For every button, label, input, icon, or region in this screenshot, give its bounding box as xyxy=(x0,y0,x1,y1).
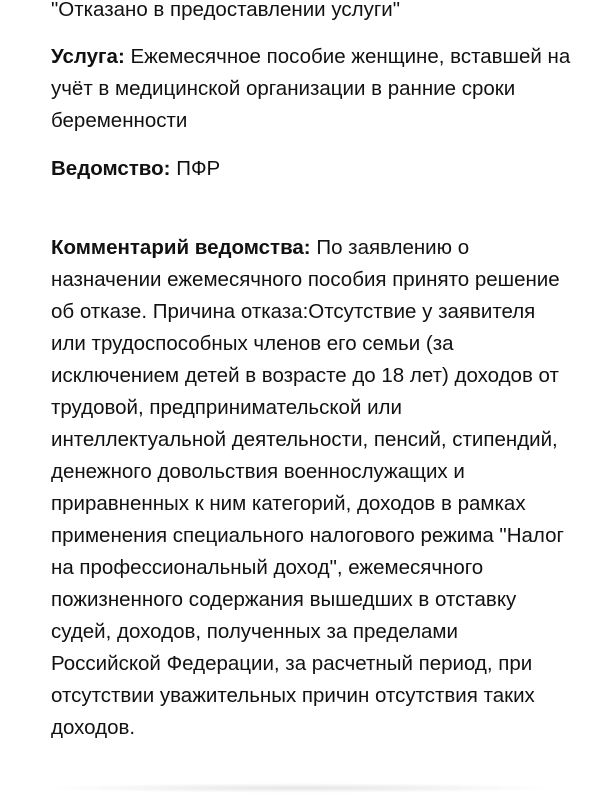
service-value: Ежемесячное пособие женщине, вставшей на учёт в медицинской организации в ранние сроки беременности xyxy=(51,45,571,132)
service-info xyxy=(51,41,571,137)
agency-comment xyxy=(51,232,571,744)
agency-label: Ведомство: xyxy=(51,157,171,180)
bottom-shadow xyxy=(40,783,560,793)
application-status-card xyxy=(51,0,571,744)
agency-info xyxy=(51,153,571,185)
status-text: "Отказано в предоставлении услуги" xyxy=(51,0,401,21)
agency-value: ПФР xyxy=(176,157,221,180)
service-label: Услуга: xyxy=(51,45,125,68)
comment-value: По заявлению о назначении ежемесячного пособия принято решение об отказе. Причина отказа:Отсутствие у заявителя или трудоспособных членов его семьи (за исключением детей в возрасте до 18 лет) доходов от трудовой, предпринимательской или интеллектуальной деятельности, пенсий, стипендий, денежного довольствия военнослужащих и приравненных к ним категорий, доходов в рамках применения специального налогового режима "Налог на профессиональный доход", ежемесячного пожизненного содержания вышедших в отставку судей, доходов, полученных за пределами Российской Федерации, за расчетный период, при отсутствии уважительных причин отсутствия таких доходов. xyxy=(51,236,564,739)
comment-label: Комментарий ведомства: xyxy=(51,236,311,259)
